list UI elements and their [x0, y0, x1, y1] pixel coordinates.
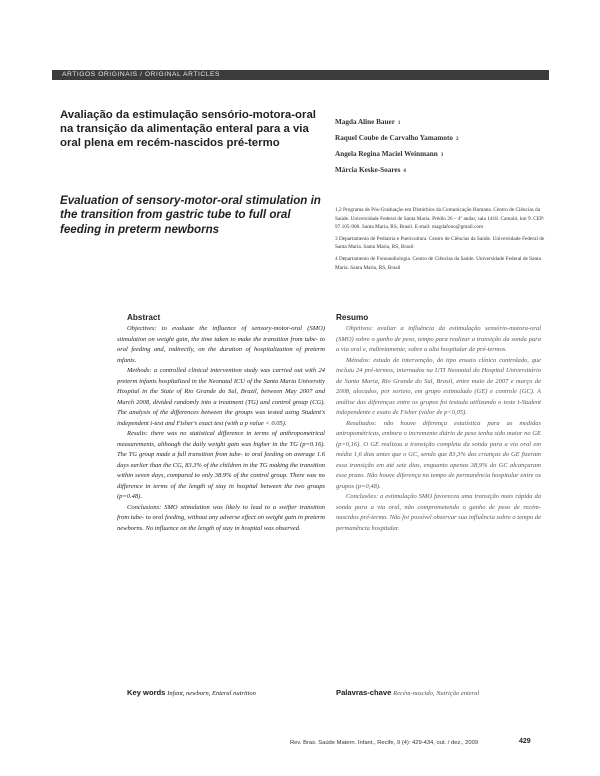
abstract-paragraph: Results: there was no statistical difference in terms of anthropometrical measurements, although the daily weight gain was higher in the TG (p=0.16). The TG group made a full transition from tube- to oral feeding on average 1.6 days earlier than the CG, 83.3% of the children in the TG making the transition within seven days, compared to only 38.9% of the control group. There was no difference in terms of the length of stay in hospital between the two groups (p=0.48).	[117, 430, 325, 500]
title-english: Evaluation of sensory-motor-oral stimulation in the transition from gastric tube to full oral feeding in preterm newborns	[60, 194, 321, 236]
keywords-text: Recém-nascido, Nutrição enteral	[393, 690, 480, 697]
resumo-paragraph: Conclusões: a estimulação SMO favoreceu uma transição mais rápida da sonda para a via oral, não comprometendo o ganho de peso de recém-nascidos pré-termo. Não foi possível observar sua influência sobre o tempo de permanência hospitalar.	[336, 493, 541, 532]
author: Magda Aline Bauer 1	[335, 118, 401, 126]
abstract-paragraph: Conclusions: SMO stimulation was likely to lead to a swifter transition from tube- to oral feeding, without any adverse effect on weight gain in preterm newborns. No influence on the length of stay in hospital was observed.	[117, 503, 325, 532]
resumo-paragraph: Resultados: não houve diferença estatística para as medidas antropométricas, embora o incremento diário de peso tenha sido maior no GE (p=0,16). O GE realizou a transição completa da sonda para a via oral em média 1,6 dias antes que o GC, sendo que 83,3% das crianças do GE fizeram essa transição em até sete dias, enquanto apenas 38,9% do GC alcançaram esse prazo. Não houve diferença no tempo de permanência hospitalar entre os grupos (p=0,48).	[336, 419, 541, 490]
author: Márcia Keske-Soares 4	[335, 166, 406, 174]
author: Raquel Coube de Carvalho Yamamoto 2	[335, 134, 459, 142]
affiliation: 3 Departamento de Pediatria e Puericultura. Centro de Ciências da Saúde. Universidade Federal de Santa Maria. Santa Maria, RS, Brasil	[335, 235, 545, 251]
title-portuguese: Avaliação da estimulação sensório-motora-oral na transição da alimentação enteral para a via oral plena em recém-nascidos pré-termo	[60, 109, 316, 150]
resumo-paragraph: Métodos: estudo de intervenção, do tipo ensaio clínico controlado, que incluiu 24 pré-termos, internados na UTI Neonatal do Hospital Universitário de Santa Maria, Rio Grande do Sul, Brasil, entre maio de 2007 e março de 2008, alocados, por sorteio, em grupo estimulado (GE) e controle (GC). A análise das diferenças entre os grupos foi testada utilizando o teste t-Student independente e exato de Fisher (valor de p<0,05).	[336, 356, 541, 416]
resumo-body	[336, 324, 541, 534]
abstract-paragraph: Objectives: to evaluate the influence of sensory-motor-oral (SMO) stimulation on weight gain, the time taken to make the transition from tube- to oral feeding and, indirectly, on the duration of hospitalization of preterm infants.	[117, 325, 325, 364]
keywords-label: Key words	[127, 688, 166, 697]
abstract-paragraph: Methods: a controlled clinical intervention study was carried out with 24 preterm infants hospitalized in the Neonatal ICU of the Santa Maria University Hospital in the State of Rio Grande do Sul, Brazil, between May 2007 and March 2008, divided randomly into a treatment (TG) and control group (CG). The analysis of the differences between the groups was tested using Student's independent t-test and Fisher's exact test (with a p value < 0.05).	[117, 367, 325, 427]
author-list	[335, 115, 555, 179]
resumo-heading: Resumo	[336, 313, 369, 322]
section-band: ARTIGOS ORIGINAIS / ORIGINAL ARTICLES	[52, 70, 549, 80]
affiliations	[335, 206, 545, 275]
keywords-label: Palavras-chave	[336, 688, 392, 697]
resumo-keywords	[336, 688, 479, 697]
affiliation: 1,2 Programa de Pós-Graduação em Distúrbios da Comunicação Humana. Centro de Ciências da Saúde. Universidade Federal de Santa Maria. Prédio 26 – 4º andar, sala 1418. Camobi, km 9. CEP: 97.105-900. Santa Maria, RS, Brasil. E-mail: magdafono@gmail.com	[335, 207, 545, 231]
author: Angela Regina Maciel Weinmann 3	[335, 150, 444, 158]
resumo-paragraph: Objetivos: avaliar a influência da estimulação sensório-motora-oral (SMO) sobre o ganho de peso, tempo para realizar a transição da sonda para a via oral e, indiretamente, sobre a alta hospitalar de pré-termos.	[336, 325, 541, 353]
abstract-keywords	[127, 688, 256, 697]
affiliation: 4 Departamento de Fonoaudiologia. Centro de Ciências da Saúde. Universidade Federal de Santa Maria. Santa Maria, RS, Brasil	[335, 255, 541, 271]
abstract-heading: Abstract	[127, 313, 161, 322]
abstract-body	[117, 324, 325, 534]
page-number: 429	[519, 738, 531, 745]
keywords-text: Infant, newborn, Enteral nutrition	[167, 690, 256, 697]
journal-footer: Rev. Bras. Saúde Matern. Infant., Recife, 9 (4): 429-434, out. / dez., 2009	[290, 740, 479, 746]
